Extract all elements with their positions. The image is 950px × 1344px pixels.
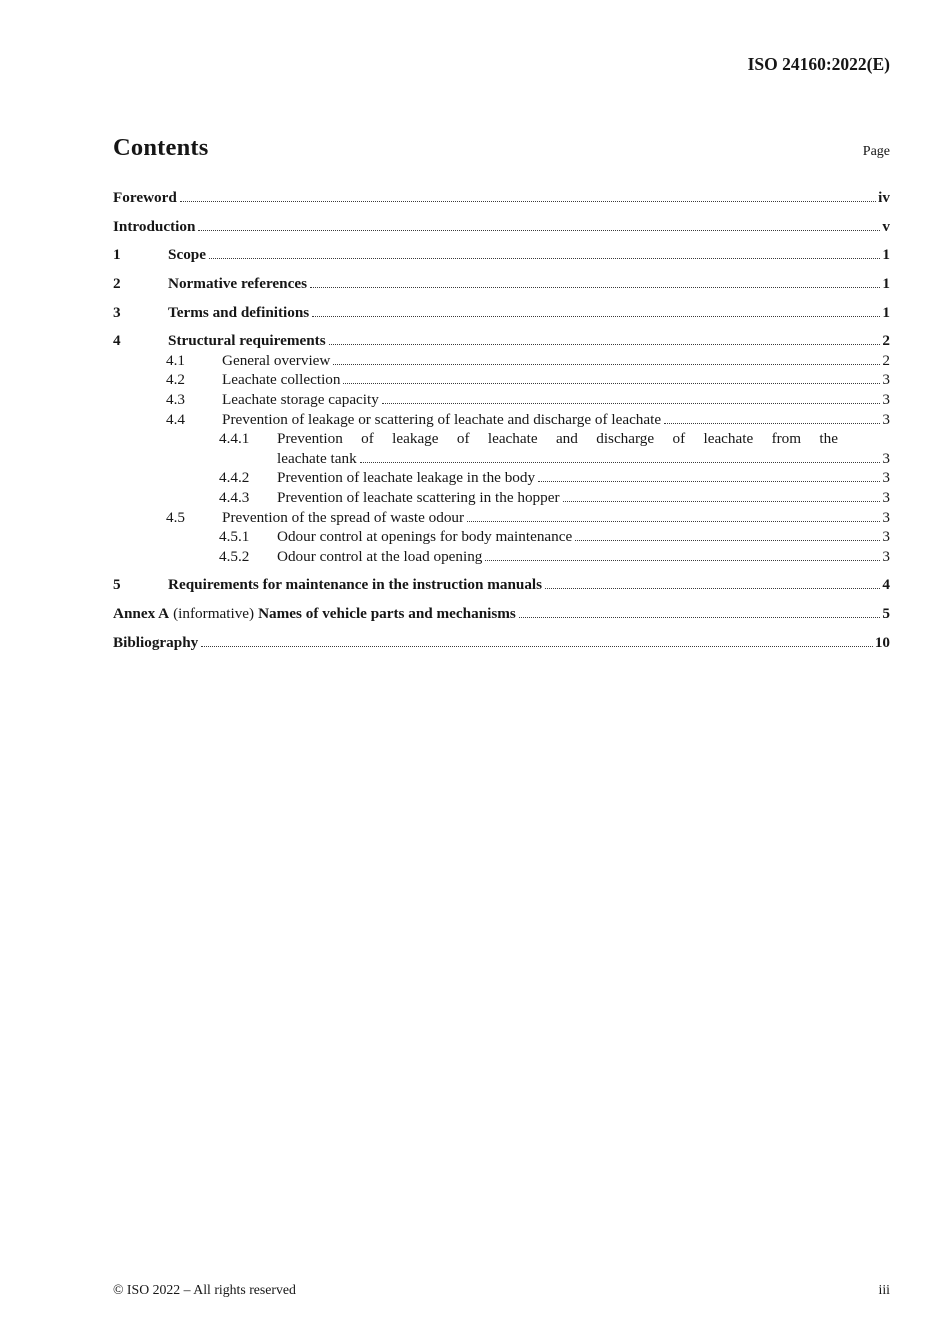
toc-title: Prevention of the spread of waste odour — [222, 508, 465, 526]
toc-entry-3 — [113, 303, 890, 323]
dot-leader — [209, 258, 880, 259]
toc-entry-4-4-3 — [113, 488, 890, 508]
dot-leader — [360, 462, 881, 463]
annex-qualifier: (informative) — [173, 604, 255, 622]
dot-leader — [538, 481, 880, 482]
toc-entry-4-4-2 — [113, 468, 890, 488]
toc-title-line2: leachate tank — [277, 449, 357, 467]
toc-clause-number: 1 — [113, 246, 121, 264]
toc-clause-number: 4.1 — [166, 351, 185, 369]
dot-leader — [382, 403, 881, 404]
dot-leader — [485, 560, 880, 561]
dot-leader — [575, 540, 880, 541]
toc-clause-number: 4.4.3 — [219, 488, 250, 506]
toc-entry-4-4-1 — [113, 429, 890, 468]
toc-title: Odour control at openings for body maintenance — [277, 528, 573, 546]
toc-entry-1 — [113, 245, 890, 265]
toc-page-number: 3 — [882, 508, 890, 526]
toc-page-number: 3 — [882, 547, 890, 565]
toc-title: Introduction — [113, 217, 196, 235]
doc-reference: ISO 24160:2022(E) — [747, 54, 890, 74]
dot-leader — [329, 344, 881, 345]
dot-leader — [201, 646, 873, 647]
toc-title-line1: Prevention of leakage of leachate and discharge of leachate from the — [277, 430, 838, 448]
toc-entry-2 — [113, 274, 890, 294]
dot-leader — [343, 383, 880, 384]
toc-entry-annex-a — [113, 604, 890, 624]
toc-page-number: 1 — [882, 275, 890, 293]
folio-page-number: iii — [878, 1282, 890, 1297]
toc-page-number: 1 — [882, 303, 890, 321]
toc-entry-4-3 — [113, 390, 890, 410]
toc-clause-number: 4.5.1 — [219, 528, 250, 546]
toc-clause-number: 4.4.2 — [219, 469, 250, 487]
page-footer — [113, 1282, 890, 1298]
toc-title: Foreword — [113, 189, 177, 207]
toc-title: Structural requirements — [168, 332, 326, 350]
toc-entry-4-5-2 — [113, 547, 890, 567]
toc-page-number: 2 — [882, 351, 890, 369]
toc-title: Prevention of leachate leakage in the body — [277, 469, 536, 487]
toc-page-number: 3 — [882, 410, 890, 428]
toc-title: Requirements for maintenance in the instruction manuals — [168, 576, 543, 594]
toc-title: Leachate collection — [222, 371, 341, 389]
toc-page-number: 5 — [882, 604, 890, 622]
toc-clause-number: 4.5.2 — [219, 547, 250, 565]
dot-leader — [310, 287, 880, 288]
toc-title: Leachate storage capacity — [222, 391, 379, 408]
toc-page-number: iv — [878, 189, 890, 207]
toc-page-number: 4 — [882, 576, 890, 594]
table-of-contents — [113, 179, 890, 652]
toc-title: Terms and definitions — [168, 303, 310, 321]
toc-page-number: 3 — [882, 528, 890, 546]
copyright-notice: © ISO 2022 – All rights reserved — [113, 1282, 296, 1297]
toc-page-number: 10 — [874, 633, 890, 651]
toc-clause-number: 4.5 — [166, 508, 185, 526]
toc-clause-number: 5 — [113, 576, 121, 594]
contents-heading-row — [113, 134, 890, 162]
toc-title: Prevention of leachate scattering in the hopper — [277, 488, 560, 506]
dot-leader — [519, 617, 881, 618]
toc-page-number: 3 — [882, 488, 890, 506]
toc-entry-4-1 — [113, 351, 890, 371]
dot-leader — [312, 316, 880, 317]
toc-entry-5 — [113, 575, 890, 595]
toc-title: Normative references — [168, 275, 308, 293]
toc-page-number: 3 — [882, 391, 890, 408]
dot-leader — [545, 588, 880, 589]
dot-leader — [333, 364, 880, 365]
dot-leader — [198, 230, 880, 231]
toc-clause-number: 4.2 — [166, 371, 185, 389]
toc-title-line2-row — [277, 449, 890, 469]
toc-entry-4-5-1 — [113, 527, 890, 547]
toc-clause-number: 4.3 — [166, 391, 185, 408]
toc-entry-4 — [113, 331, 890, 351]
toc-title: Bibliography — [113, 633, 199, 651]
toc-page-number: 2 — [882, 332, 890, 350]
page-column-label: Page — [862, 144, 890, 160]
dot-leader — [563, 501, 881, 502]
toc-title-multiline — [277, 429, 890, 468]
toc-entry-introduction — [113, 217, 890, 237]
toc-entry-4-5 — [113, 508, 890, 528]
toc-entry-4-4 — [113, 410, 890, 430]
toc-clause-number: 4.4 — [166, 410, 185, 428]
toc-page-number: v — [882, 217, 890, 235]
document-header — [113, 55, 890, 74]
toc-page-number: 3 — [882, 469, 890, 487]
page-title: Contents — [113, 134, 209, 162]
toc-clause-number: 3 — [113, 303, 121, 321]
toc-clause-number: 2 — [113, 275, 121, 293]
toc-entry-4-2 — [113, 370, 890, 390]
toc-title: General overview — [222, 351, 331, 369]
toc-clause-number: 4 — [113, 332, 121, 350]
toc-clause-number: 4.4.1 — [219, 430, 250, 448]
toc-page-number: 3 — [882, 449, 890, 467]
dot-leader — [180, 201, 876, 202]
toc-page-number: 1 — [882, 246, 890, 264]
toc-title: Scope — [168, 246, 206, 264]
toc-entry-bibliography — [113, 633, 890, 653]
annex-title-text: Names of vehicle parts and mechanisms — [258, 604, 516, 622]
dot-leader — [467, 521, 880, 522]
toc-entry-foreword — [113, 188, 890, 208]
toc-annex-title — [113, 604, 516, 624]
toc-title: Odour control at the load opening — [277, 547, 483, 565]
annex-label: Annex A — [113, 604, 170, 622]
toc-page-number: 3 — [882, 371, 890, 389]
toc-title: Prevention of leakage or scattering of leachate and discharge of leachate — [222, 410, 662, 428]
dot-leader — [664, 423, 880, 424]
